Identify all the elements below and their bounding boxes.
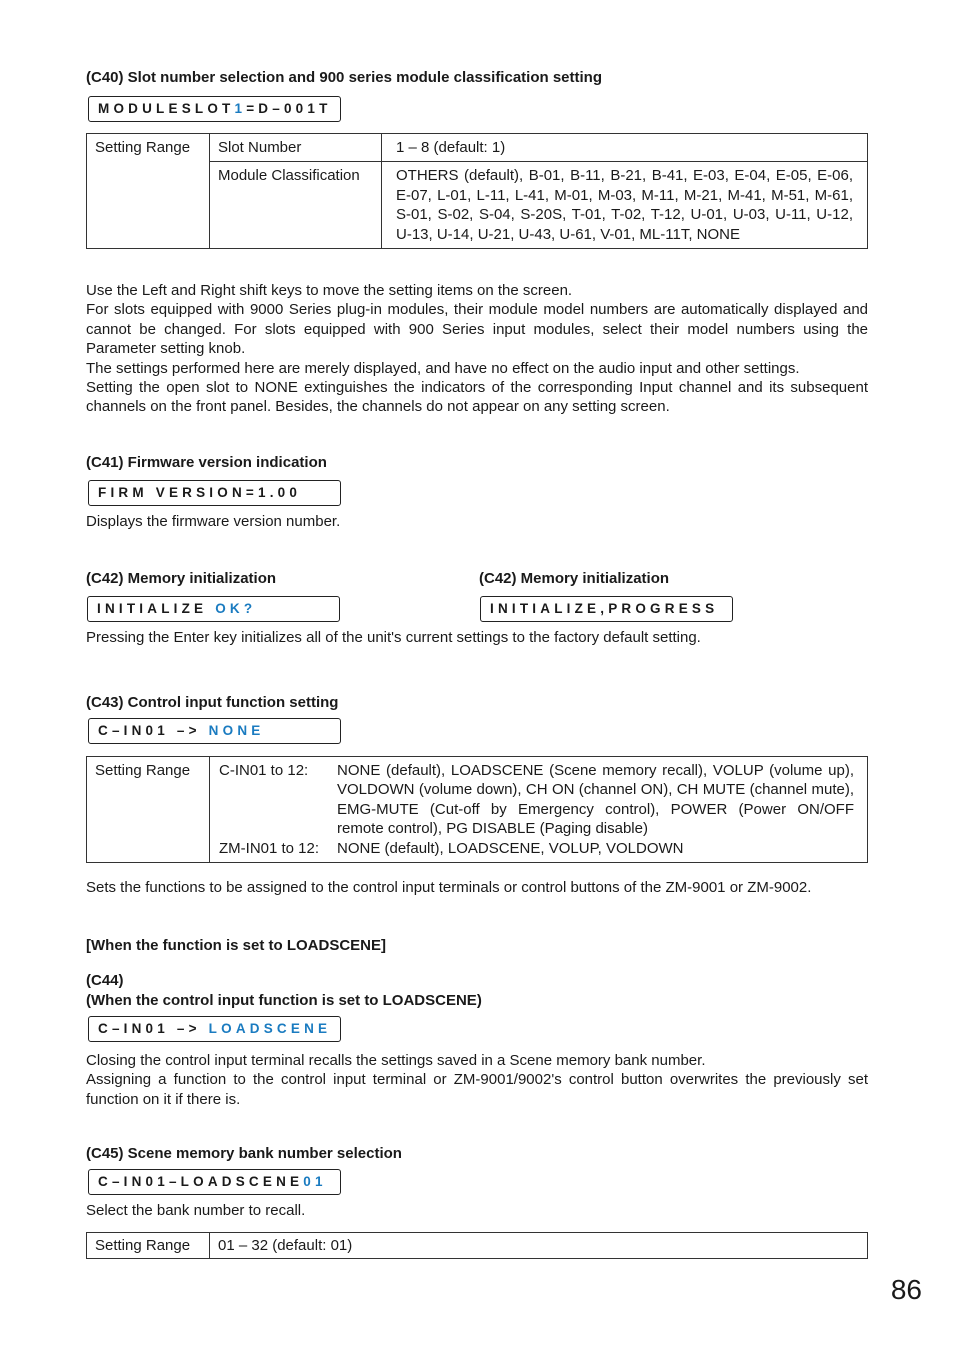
table-cell	[210, 757, 868, 863]
table-cell: OTHERS (default), B-01, B-11, B-21, B-41, E-03, E-04, E-05, E-06, E-07, L-01, L-11, L-41, M-01, M-03, M-11, M-21, M-41, M-51, M-61, S-01, S-02, S-04, S-20S, T-01, T-02, T-12, U-01, U-03, U-11, U-12, U-13, U-14, U-21, U-43, U-61, V-01, ML-11T, NONE	[382, 162, 868, 249]
paragraph: Closing the control input terminal recalls the settings saved in a Scene memory bank number.	[86, 1052, 706, 1069]
c42-lcd-display-ok	[87, 596, 340, 622]
lcd-text: C–IN01–LOADSCENE	[98, 1174, 304, 1189]
range-row	[219, 839, 854, 858]
lcd-text: =D–001T	[246, 101, 332, 116]
c40-setting-table	[86, 133, 868, 249]
c41-lcd-display: FIRM VERSION=1.00	[88, 480, 341, 506]
lcd-highlight: 1	[234, 101, 247, 116]
lcd-text: MODULESLOT	[98, 101, 235, 116]
lcd-highlight: NONE	[208, 723, 265, 738]
table-row	[87, 1233, 868, 1259]
table-cell: Setting Range	[87, 134, 210, 249]
paragraph: Setting the open slot to NONE extinguishes the indicators of the corresponding Input channel and its subsequent channels on the front panel. Besides, the channels do not appear on any setting screen.	[86, 379, 868, 416]
c42-description: Pressing the Enter key initializes all of the unit's current settings to the factory default setting.	[86, 629, 701, 646]
paragraph: Assigning a function to the control input terminal or ZM-9001/9002's control button overwrites the previously set function on it if there is.	[86, 1071, 868, 1108]
range-name: ZM-IN01 to 12:	[219, 839, 320, 857]
paragraph: Use the Left and Right shift keys to move the setting items on the screen.	[86, 282, 573, 299]
range-value: NONE (default), LOADSCENE, VOLUP, VOLDOWN	[337, 839, 684, 857]
loadscene-heading: [When the function is set to LOADSCENE]	[86, 937, 386, 954]
range-row	[219, 761, 854, 839]
c45-lcd-display	[88, 1169, 341, 1195]
table-row	[87, 134, 868, 162]
c43-setting-table	[86, 756, 868, 863]
lcd-text: INITIALIZE	[97, 601, 216, 616]
lcd-highlight: LOADSCENE	[208, 1021, 332, 1036]
c44-subheading: (When the control input function is set to LOADSCENE)	[86, 992, 482, 1009]
c41-description: Displays the firmware version number.	[86, 513, 341, 530]
table-cell: 1 – 8 (default: 1)	[382, 134, 868, 162]
c45-description: Select the bank number to recall.	[86, 1202, 306, 1219]
lcd-text: C–IN01 –>	[98, 1021, 209, 1036]
c45-heading: (C45) Scene memory bank number selection	[86, 1145, 402, 1162]
lcd-highlight: OK?	[215, 601, 257, 616]
c42-lcd-display-progress: INITIALIZE,PROGRESS	[480, 596, 733, 622]
c45-setting-table	[86, 1232, 868, 1259]
table-cell: Setting Range	[87, 757, 210, 863]
c40-heading: (C40) Slot number selection and 900 series module classification setting	[86, 69, 602, 86]
c40-lcd-display	[88, 96, 341, 122]
c40-description	[86, 281, 868, 417]
lcd-text: C–IN01 –>	[98, 723, 209, 738]
paragraph: The settings performed here are merely displayed, and have no effect on the audio input and other settings.	[86, 359, 800, 377]
table-cell: Module Classification	[210, 162, 382, 249]
range-value: NONE (default), LOADSCENE (Scene memory recall), VOLUP (volume up), VOLDOWN (volume down), CH ON (channel ON), CH MUTE (channel mute), EMG-MUTE (Cut-off by Emergency control), POWER (Power ON/OFF remote control), PG DISABLE (Paging disable)	[337, 762, 854, 838]
table-cell: Slot Number	[210, 134, 382, 162]
range-name: C-IN01 to 12:	[219, 762, 309, 779]
c43-heading: (C43) Control input function setting	[86, 694, 339, 711]
paragraph: For slots equipped with 9000 Series plug-in modules, their module model numbers are automatically displayed and cannot be changed. For slots equipped with 900 Series input modules, select their model numbers using the Parameter setting knob.	[86, 301, 868, 358]
page-number: 86	[890, 1274, 922, 1305]
lcd-highlight: 01	[303, 1174, 327, 1189]
c42-heading-right: (C42) Memory initialization	[479, 570, 670, 587]
c44-heading: (C44)	[86, 972, 124, 989]
c43-lcd-display	[88, 718, 341, 744]
c44-description	[86, 1051, 868, 1109]
c42-heading-left: (C42) Memory initialization	[86, 570, 277, 587]
c43-description: Sets the functions to be assigned to the control input terminals or control buttons of the ZM-9001 or ZM-9002.	[86, 879, 812, 896]
c41-heading: (C41) Firmware version indication	[86, 454, 327, 471]
c44-lcd-display	[88, 1016, 341, 1042]
table-row	[87, 757, 868, 863]
table-cell: 01 – 32 (default: 01)	[210, 1233, 868, 1259]
table-cell: Setting Range	[87, 1233, 210, 1259]
